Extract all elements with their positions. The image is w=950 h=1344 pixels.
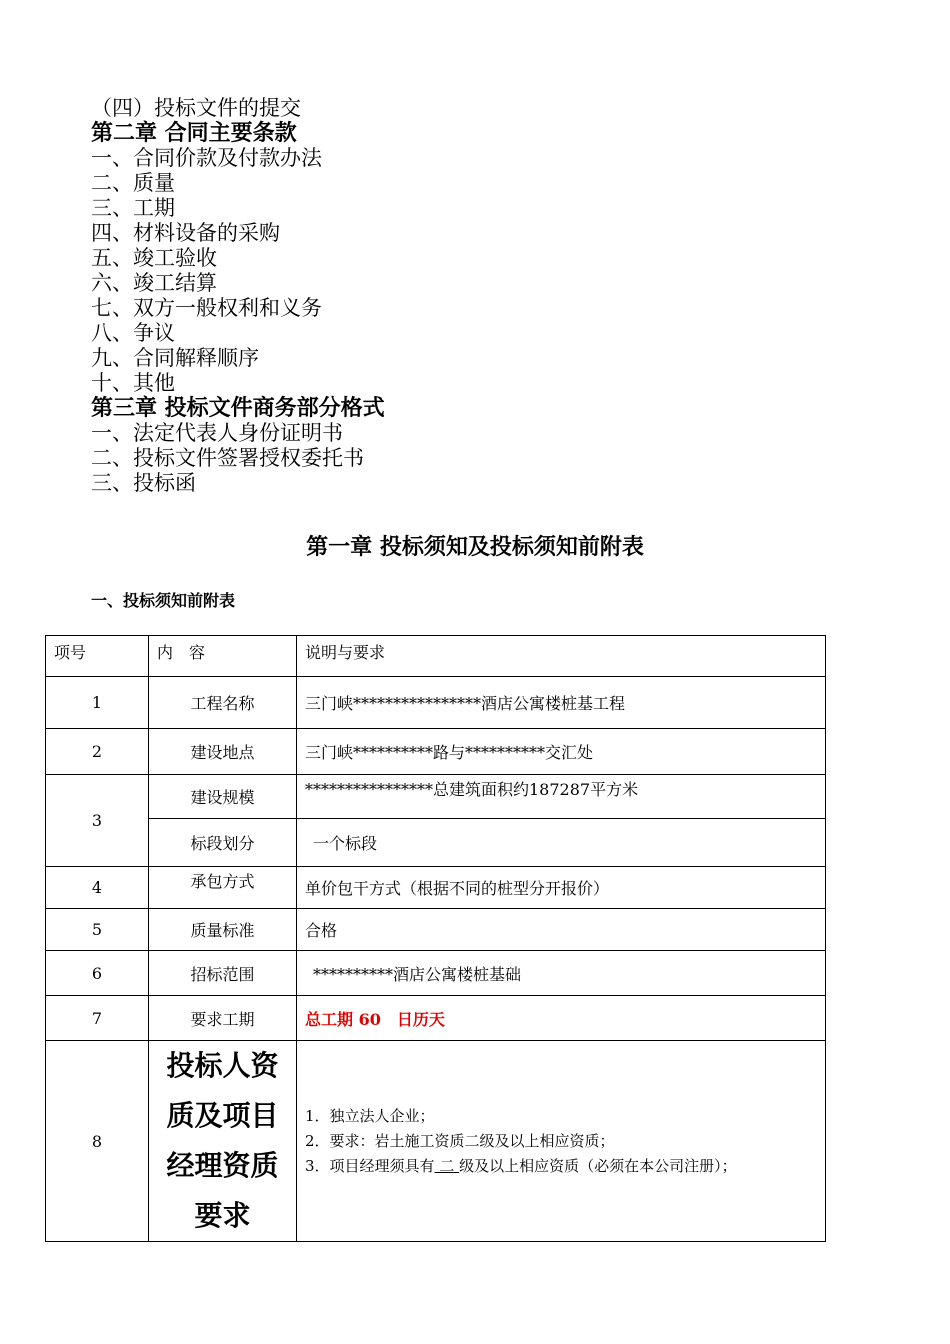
toc-item: 三、工期: [91, 196, 175, 220]
table-row: [46, 1041, 826, 1242]
toc-item: 六、竣工结算: [91, 271, 217, 295]
row-item: 建设地点: [149, 729, 297, 775]
row-num: 2: [46, 729, 149, 775]
requirement-line: 2．要求：岩土施工资质二级及以上相应资质；: [305, 1131, 615, 1150]
row-desc: 三门峡****************酒店公寓楼桩基工程: [297, 677, 826, 729]
row-desc: **********酒店公寓楼桩基础: [297, 951, 826, 996]
row-desc: 合格: [297, 909, 826, 951]
row-num: 3: [46, 775, 149, 867]
toc-item: 七、双方一般权利和义务: [91, 296, 322, 320]
row-desc: [297, 1041, 826, 1242]
header-num: 项号: [46, 636, 149, 677]
header-item: 内 容: [149, 636, 297, 677]
row-item: 工程名称: [149, 677, 297, 729]
toc-item: （四）投标文件的提交: [91, 96, 301, 120]
row-num: 7: [46, 996, 149, 1041]
toc-item: 五、竣工验收: [91, 246, 217, 270]
qualification-grade: 二: [434, 1156, 460, 1175]
deadline-text: 总工期 60 日历天: [297, 996, 826, 1041]
bid-notice-table: [45, 635, 826, 1242]
row-desc: 一个标段: [297, 819, 826, 867]
toc-item: 一、法定代表人身份证明书: [91, 421, 343, 445]
chapter-title: 第一章 投标须知及投标须知前附表: [306, 534, 644, 560]
toc-item: 三、投标函: [91, 471, 196, 495]
table-row: [46, 996, 826, 1041]
toc-item: 四、材料设备的采购: [91, 221, 280, 245]
row-desc: 三门峡**********路与**********交汇处: [297, 729, 826, 775]
requirement-line: [305, 1154, 817, 1179]
row-num: 6: [46, 951, 149, 996]
row-num: 5: [46, 909, 149, 951]
table-row: [46, 867, 826, 909]
row-num: 4: [46, 867, 149, 909]
table-row: [46, 677, 826, 729]
row-num: 1: [46, 677, 149, 729]
table-row: [46, 909, 826, 951]
toc-chapter: 第三章 投标文件商务部分格式: [91, 395, 385, 421]
table-header-row: [46, 636, 826, 677]
toc-item: 一、合同价款及付款办法: [91, 146, 322, 170]
row-num: 8: [46, 1041, 149, 1242]
row-item: 投标人资质及项目经理资质要求: [166, 1049, 279, 1232]
row-desc: ****************总建筑面积约187287平方米: [297, 775, 826, 819]
requirement-line: 1．独立法人企业；: [305, 1106, 435, 1125]
table-row: [46, 951, 826, 996]
requirement-prefix: 3．项目经理须具有: [305, 1156, 435, 1175]
row-desc: 单价包干方式（根据不同的桩型分开报价）: [297, 867, 826, 909]
header-desc: 说明与要求: [297, 636, 826, 677]
row-item: 质量标准: [149, 909, 297, 951]
table-row: [46, 729, 826, 775]
toc-item: 九、合同解释顺序: [91, 346, 259, 370]
row-item: 标段划分: [149, 819, 297, 867]
row-item: 要求工期: [149, 996, 297, 1041]
table-row: [46, 819, 826, 867]
table-row: [46, 775, 826, 819]
toc-chapter: 第二章 合同主要条款: [91, 120, 297, 146]
toc-item: 二、质量: [91, 171, 175, 195]
row-item: 招标范围: [149, 951, 297, 996]
section-title: 一、投标须知前附表: [91, 591, 236, 610]
row-item-cell: [149, 1041, 297, 1242]
row-item: 建设规模: [149, 775, 297, 819]
row-item: 承包方式: [149, 867, 297, 909]
toc-item: 十、其他: [91, 371, 175, 395]
toc-item: 二、投标文件签署授权委托书: [91, 446, 364, 470]
toc-item: 八、争议: [91, 321, 175, 345]
requirement-suffix: 级及以上相应资质（必须在本公司注册）；: [459, 1156, 737, 1175]
table-of-contents: [91, 96, 385, 496]
